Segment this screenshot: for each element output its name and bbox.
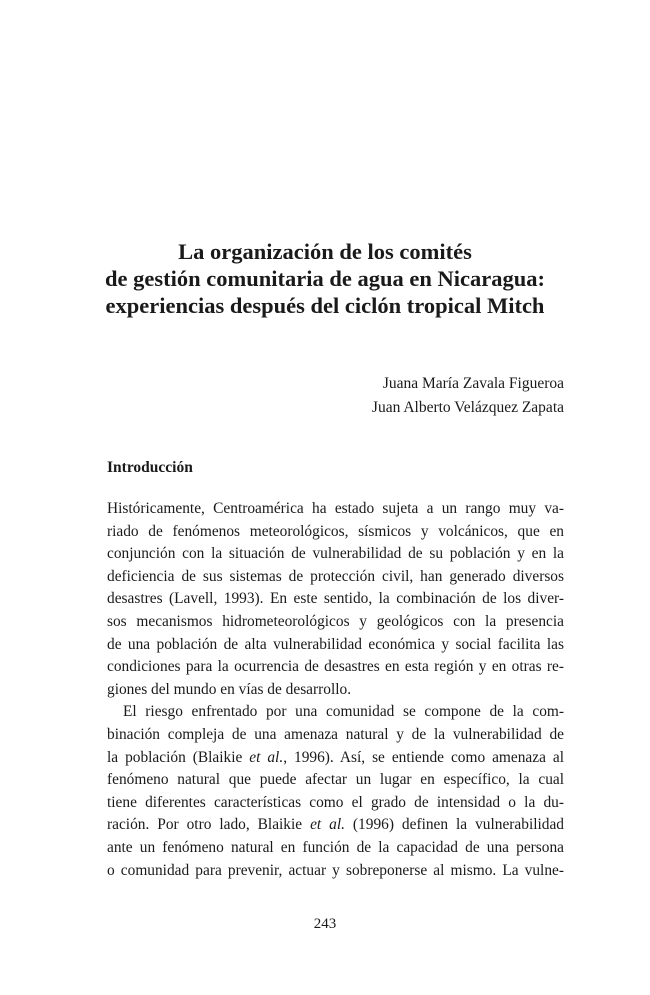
text-line: condiciones para la ocurrencia de desastres en esta región y en otras re-	[107, 658, 564, 676]
paragraph	[107, 498, 564, 701]
text-line: giones del mundo en vías de desarrollo.	[107, 680, 352, 698]
text-line: Históricamente, Centroamérica ha estado sujeta a un rango muy va-	[107, 500, 564, 517]
text-line: fenómeno natural que puede afectar un lugar en específico, la cual	[107, 771, 564, 789]
text-line: El riesgo enfrentado por una comunidad se compone de la com-	[123, 703, 564, 721]
section-heading: Introducción	[107, 459, 193, 476]
text-line: desastres (Lavell, 1993). En este sentido, la combinación de los diver-	[107, 590, 564, 608]
text-line: sos mecanismos hidrometeorológicos y geológicos con la presencia	[107, 612, 564, 630]
chapter-title-line: experiencias después del ciclón tropical Mitch	[105, 293, 545, 318]
text-line: ración. Por otro lado, Blaikie et al. (1996) definen la vulnerabilidad	[107, 816, 564, 834]
page-number: 243	[313, 916, 337, 932]
author-name: Juan Alberto Velázquez Zapata	[371, 399, 564, 416]
text-line: ante un fenómeno natural en función de la capacidad de una persona	[107, 838, 564, 856]
paragraph	[107, 701, 564, 882]
text-line: tiene diferentes características como el grado de intensidad o la du-	[107, 793, 564, 811]
text-line: la población (Blaikie et al., 1996). Así, se entiende como amenaza al	[107, 748, 565, 766]
author-name: Juana María Zavala Figueroa	[382, 375, 564, 392]
text-line: conjunción con la situación de vulnerabilidad de su población y en la	[107, 545, 564, 563]
text-line: binación compleja de una amenaza natural y de la vulnerabilidad de	[107, 725, 564, 743]
author-list	[372, 372, 564, 420]
body-text	[107, 498, 564, 882]
text-line: de una población de alta vulnerabilidad económica y social facilita las	[107, 635, 564, 653]
chapter-title-line: La organización de los comités	[178, 239, 472, 264]
text-line: riado de fenómenos meteorológicos, sísmicos y volcánicos, que en	[107, 522, 564, 540]
text-line: deficiencia de sus sistemas de protección civil, han generado diversos	[107, 567, 564, 585]
chapter-title-line: de gestión comunitaria de agua en Nicaragua:	[105, 266, 545, 291]
text-line: o comunidad para prevenir, actuar y sobreponerse al mismo. La vulne-	[107, 861, 564, 879]
chapter-title	[60, 238, 590, 319]
